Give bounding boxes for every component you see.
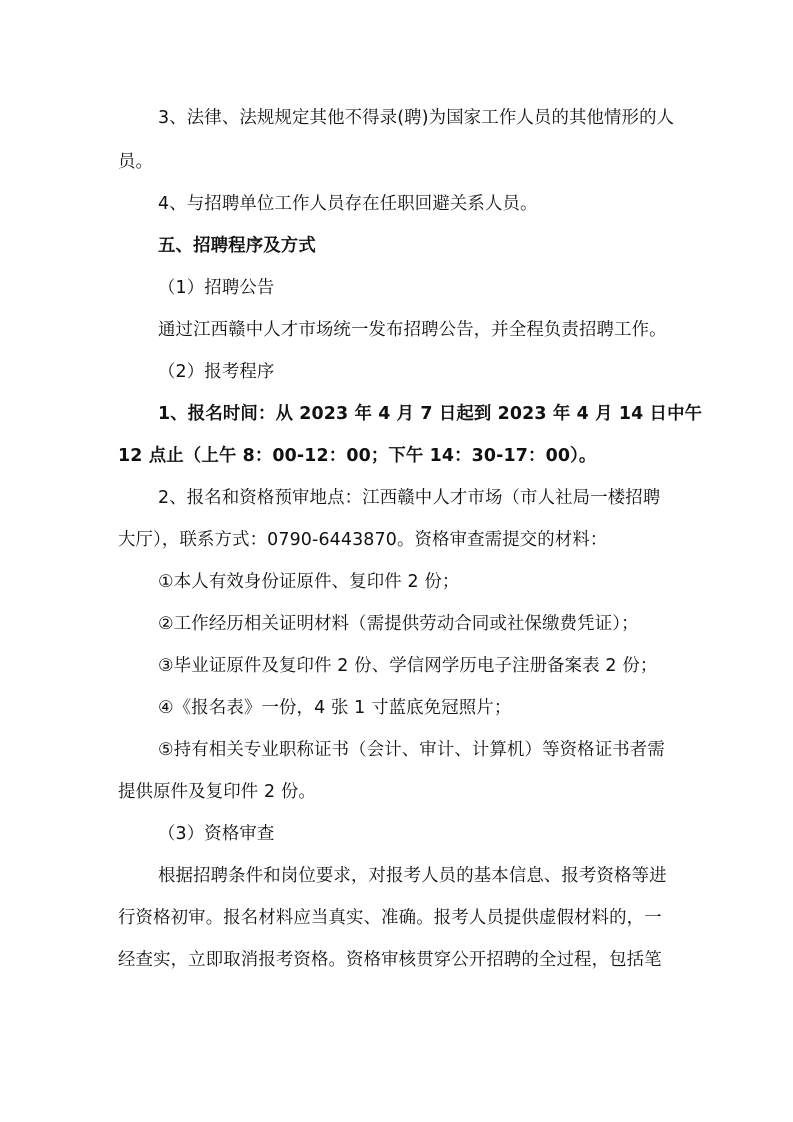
paragraph-line: 2、报名和资格预审地点：江西赣中人才市场（市人社局一楼招聘 <box>158 488 661 508</box>
list-item: ③毕业证原件及复印件 2 份、学信网学历电子注册备案表 2 份； <box>158 656 658 676</box>
list-item: 提供原件及复印件 2 份。 <box>118 782 316 802</box>
list-item: ⑤持有相关专业职称证书（会计、审计、计算机）等资格证书者需 <box>158 740 665 760</box>
list-item: ②工作经历相关证明材料（需提供劳动合同或社保缴费凭证）； <box>158 614 639 634</box>
list-item: ④《报名表》一份，4 张 1 寸蓝底免冠照片； <box>158 698 512 718</box>
list-item: ①本人有效身份证原件、复印件 2 份； <box>158 572 460 592</box>
paragraph-line-bold: 12 点止（上午 8：00-12：00；下午 14：30-17：00）。 <box>118 446 597 466</box>
paragraph-line: 大厅），联系方式：0790-6443870。资格审查需提交的材料： <box>118 530 608 550</box>
section-heading: 五、招聘程序及方式 <box>158 236 316 256</box>
paragraph-line: 通过江西赣中人才市场统一发布招聘公告，并全程负责招聘工作。 <box>158 320 667 340</box>
paragraph-line: 员。 <box>118 152 154 172</box>
paragraph-line: 4、与招聘单位工作人员存在任职回避关系人员。 <box>158 194 538 214</box>
paragraph-line: 根据招聘条件和岗位要求，对报考人员的基本信息、报考资格等进 <box>158 866 667 886</box>
subsection-heading: （2）报考程序 <box>158 362 275 382</box>
paragraph-line: 经查实，立即取消报考资格。资格审核贯穿公开招聘的全过程，包括笔 <box>118 950 662 970</box>
subsection-heading: （1）招聘公告 <box>158 278 275 298</box>
paragraph-line-bold: 1、报名时间：从 2023 年 4 月 7 日起到 2023 年 4 月 14 日中午 <box>158 404 703 424</box>
paragraph-line: 3、法律、法规规定其他不得录(聘)为国家工作人员的其他情形的人 <box>158 108 675 128</box>
subsection-heading: （3）资格审查 <box>158 824 275 844</box>
paragraph-line: 行资格初审。报名材料应当真实、准确。报考人员提供虚假材料的，一 <box>118 908 662 928</box>
